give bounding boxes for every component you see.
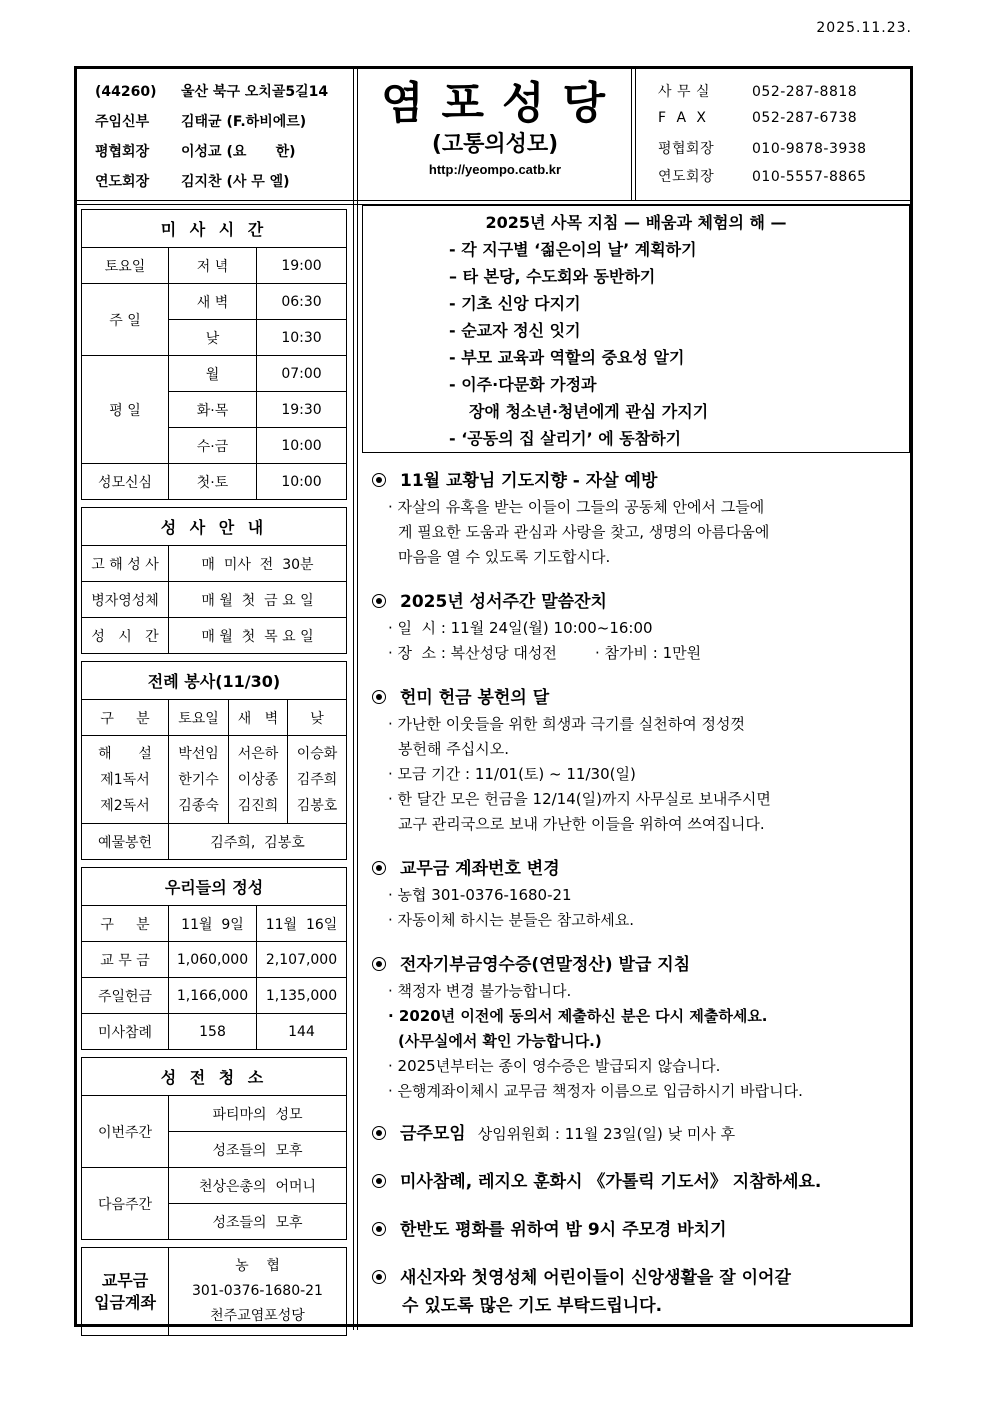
sacraments-table [81, 507, 347, 654]
cell: 매 월 첫 금 요 일 [169, 582, 347, 618]
cell: 김주희, 김봉호 [169, 824, 347, 860]
header-cell: 11월 16일 [257, 906, 347, 942]
cell: 10:00 [257, 428, 347, 464]
council-phone-row: 평협회장 010-9878-3938 [658, 141, 867, 157]
header-cell: 구 분 [82, 700, 169, 736]
notice-account-change: 교무금 계좌번호 변경 · 농협 301-0376-1680-21 · 자동이체 하시는 분들은 참고하세요. [372, 855, 910, 933]
parish-title-block [359, 69, 631, 200]
cell: 파티마의 성모 [169, 1096, 347, 1132]
cell: 2,107,000 [257, 942, 347, 978]
cell: 1,060,000 [169, 942, 257, 978]
cell: 성모신심 [82, 464, 169, 500]
cell: 화·목 [169, 392, 257, 428]
dawn-cell: 서은하 이상종 김진희 [229, 736, 288, 824]
sacraments-title: 성 사 안 내 [82, 508, 347, 546]
address-row: (44260) 울산 북구 오치골5길14 [95, 84, 329, 100]
cell: 병자영성체 [82, 582, 169, 618]
account-label: 교무금 입금계좌 [82, 1248, 169, 1336]
contact-info [638, 69, 910, 200]
parish-patron: (고통의성모) [431, 132, 559, 157]
header-cell: 11월 9일 [169, 906, 257, 942]
guideline-item: - 부모 교육과 역할의 중요성 알기 [449, 348, 685, 367]
guideline-item: - 각 지구별 ‘젊은이의 날’ 계획하기 [449, 240, 697, 259]
notice-rice-offering: 헌미 헌금 봉헌의 달 · 가난한 이웃들을 위한 희생과 극기를 실천하여 정성껏 봉헌해 주십시오. · 모금 기간 : 11/01(토) ~ 11/30(일) · 한 달간 모은 헌금을 12/14(일)까지 사무실로 보내주시면 교구 관리국으로 보내 가난한 이들을 위하여 쓰여집니다. [372, 684, 910, 837]
bullet-icon [372, 1222, 386, 1236]
cell: 주 일 [82, 284, 169, 356]
cell: 낮 [169, 320, 257, 356]
cell: 주일헌금 [82, 978, 169, 1014]
cell: 성조들의 모후 [169, 1132, 347, 1168]
cell: 미사참례 [82, 1014, 169, 1050]
bulletin-frame [74, 66, 913, 1327]
bullet-icon [372, 1174, 386, 1188]
cell: 첫·토 [169, 464, 257, 500]
guideline-item: - 순교자 정신 잇기 [449, 321, 581, 340]
cell: 158 [169, 1014, 257, 1050]
guideline-item: - 이주·다문화 가정과 [449, 375, 597, 394]
guideline-item-cont: 장애 청소년·청년에게 관심 가지기 [469, 402, 709, 421]
guideline-item: - ‘공동의 집 살리기’ 에 동참하기 [449, 429, 682, 448]
cell: 매 월 첫 목 요 일 [169, 618, 347, 654]
roles-cell: 해 설 제1독서 제2독서 [82, 736, 169, 824]
cell: 10:00 [257, 464, 347, 500]
header-cell: 낮 [288, 700, 347, 736]
cell: 19:00 [257, 248, 347, 284]
cell: 1,135,000 [257, 978, 347, 1014]
church-cleaning-table [81, 1057, 347, 1240]
cell: 평 일 [82, 356, 169, 464]
notice-prayer-book: 미사참례, 레지오 훈화시 《가톨릭 기도서》 지참하세요. [372, 1168, 910, 1196]
council-president-row: 평협회장 이성교 (요 한) [95, 144, 296, 160]
notice-new-members: 새신자와 첫영성체 어린이들이 신앙생활을 잘 이어갈 수 있도록 많은 기도 부탁드립니다. [372, 1264, 910, 1320]
memorial-president-row: 연도회장 김지찬 (사 무 엘) [95, 174, 290, 190]
right-column [362, 205, 910, 1320]
notice-bible-week: 2025년 성서주간 말씀잔치 · 일 시 : 11월 24일(월) 10:00~16:00 · 장 소 : 복산성당 대성전 · 참가비 : 1만원 [372, 588, 910, 666]
liturgy-title: 전례 봉사(11/30) [82, 662, 347, 700]
office-phone-row: 사 무 실 052-287-8818 [658, 84, 858, 100]
saturday-cell: 박선임 한기수 김종숙 [169, 736, 229, 824]
bulletin-date: 2025.11.23. [816, 20, 912, 36]
divider [357, 69, 358, 1330]
notice-prayer-intention: 11월 교황님 기도지향 - 자살 예방 · 자살의 유혹을 받는 이들이 그들의 공동체 안에서 그들에 게 필요한 도움과 관심과 사랑을 찾고, 생명의 아름다움에 마음을 열 수 있도록 기도합시다. [372, 467, 910, 570]
memorial-phone-row: 연도회장 010-5557-8865 [658, 169, 867, 185]
liturgy-service-table [81, 661, 347, 860]
bullet-icon [372, 690, 386, 704]
header-cell: 토요일 [169, 700, 229, 736]
cell: 토요일 [82, 248, 169, 284]
cell: 매 미사 전 30분 [169, 546, 347, 582]
notice-meeting: 금주모임 상임위원회 : 11월 23일(일) 낮 미사 후 [372, 1120, 910, 1148]
cell: 수·금 [169, 428, 257, 464]
cell: 교 무 금 [82, 942, 169, 978]
fax-row: F A X 052-287-6738 [658, 110, 858, 126]
guidelines-title: 2025년 사목 지침 — 배움과 체험의 해 — [485, 213, 787, 232]
divider [635, 69, 636, 200]
cell: 새 벽 [169, 284, 257, 320]
parish-info [77, 69, 353, 200]
bullet-icon [372, 957, 386, 971]
divider [77, 200, 910, 201]
cell: 다음주간 [82, 1168, 169, 1240]
bullet-icon [372, 861, 386, 875]
offerings-table [81, 867, 347, 1050]
left-column [81, 209, 349, 1343]
offerings-title: 우리들의 정성 [82, 868, 347, 906]
account-details: 농 협 301-0376-1680-21 천주교염포성당 [169, 1248, 347, 1336]
account-table [81, 1247, 347, 1336]
cell: 월 [169, 356, 257, 392]
header-cell: 구 분 [82, 906, 169, 942]
notice-donation-receipt: 전자기부금영수증(연말정산) 발급 지침 · 책정자 변경 불가능합니다. · 2020년 이전에 동의서 제출하신 분은 다시 제출하세요. (사무실에서 확인 가능합니다.) · 2025년부터는 종이 영수증은 발급되지 않습니다. · 은행계좌이체시 교무금 책정자 이름으로 입금하시기 바랍니다. [372, 951, 910, 1104]
cell: 성조들의 모후 [169, 1204, 347, 1240]
header-cell: 새 벽 [229, 700, 288, 736]
mass-times-title: 미 사 시 간 [82, 210, 347, 248]
cell: 07:00 [257, 356, 347, 392]
divider [631, 69, 632, 200]
pastor-row: 주임신부 김태균 (F.하비에르) [95, 114, 307, 130]
guideline-item: – 타 본당, 수도회와 동반하기 [449, 267, 656, 286]
cell: 예물봉헌 [82, 824, 169, 860]
cell: 1,166,000 [169, 978, 257, 1014]
noon-cell: 이승화 김주희 김봉호 [288, 736, 347, 824]
cleaning-title: 성 전 청 소 [82, 1058, 347, 1096]
cell: 성 시 간 [82, 618, 169, 654]
cell: 고 해 성 사 [82, 546, 169, 582]
divider [353, 69, 354, 1330]
cell: 06:30 [257, 284, 347, 320]
cell: 144 [257, 1014, 347, 1050]
cell: 10:30 [257, 320, 347, 356]
pastoral-guidelines-box [362, 205, 910, 453]
cell: 저 녁 [169, 248, 257, 284]
parish-name: 염포성당 [380, 78, 623, 129]
bullet-icon [372, 473, 386, 487]
bullet-icon [372, 594, 386, 608]
parish-url[interactable]: http://yeompo.catb.kr [428, 162, 562, 177]
bullet-icon [372, 1270, 386, 1284]
cell: 천상은총의 어머니 [169, 1168, 347, 1204]
mass-times-table [81, 209, 347, 500]
notice-peace-prayer: 한반도 평화를 위하여 밤 9시 주모경 바치기 [372, 1216, 910, 1244]
cell: 19:30 [257, 392, 347, 428]
cell: 이번주간 [82, 1096, 169, 1168]
guideline-item: - 기초 신앙 다지기 [449, 294, 581, 313]
bullet-icon [372, 1126, 386, 1140]
